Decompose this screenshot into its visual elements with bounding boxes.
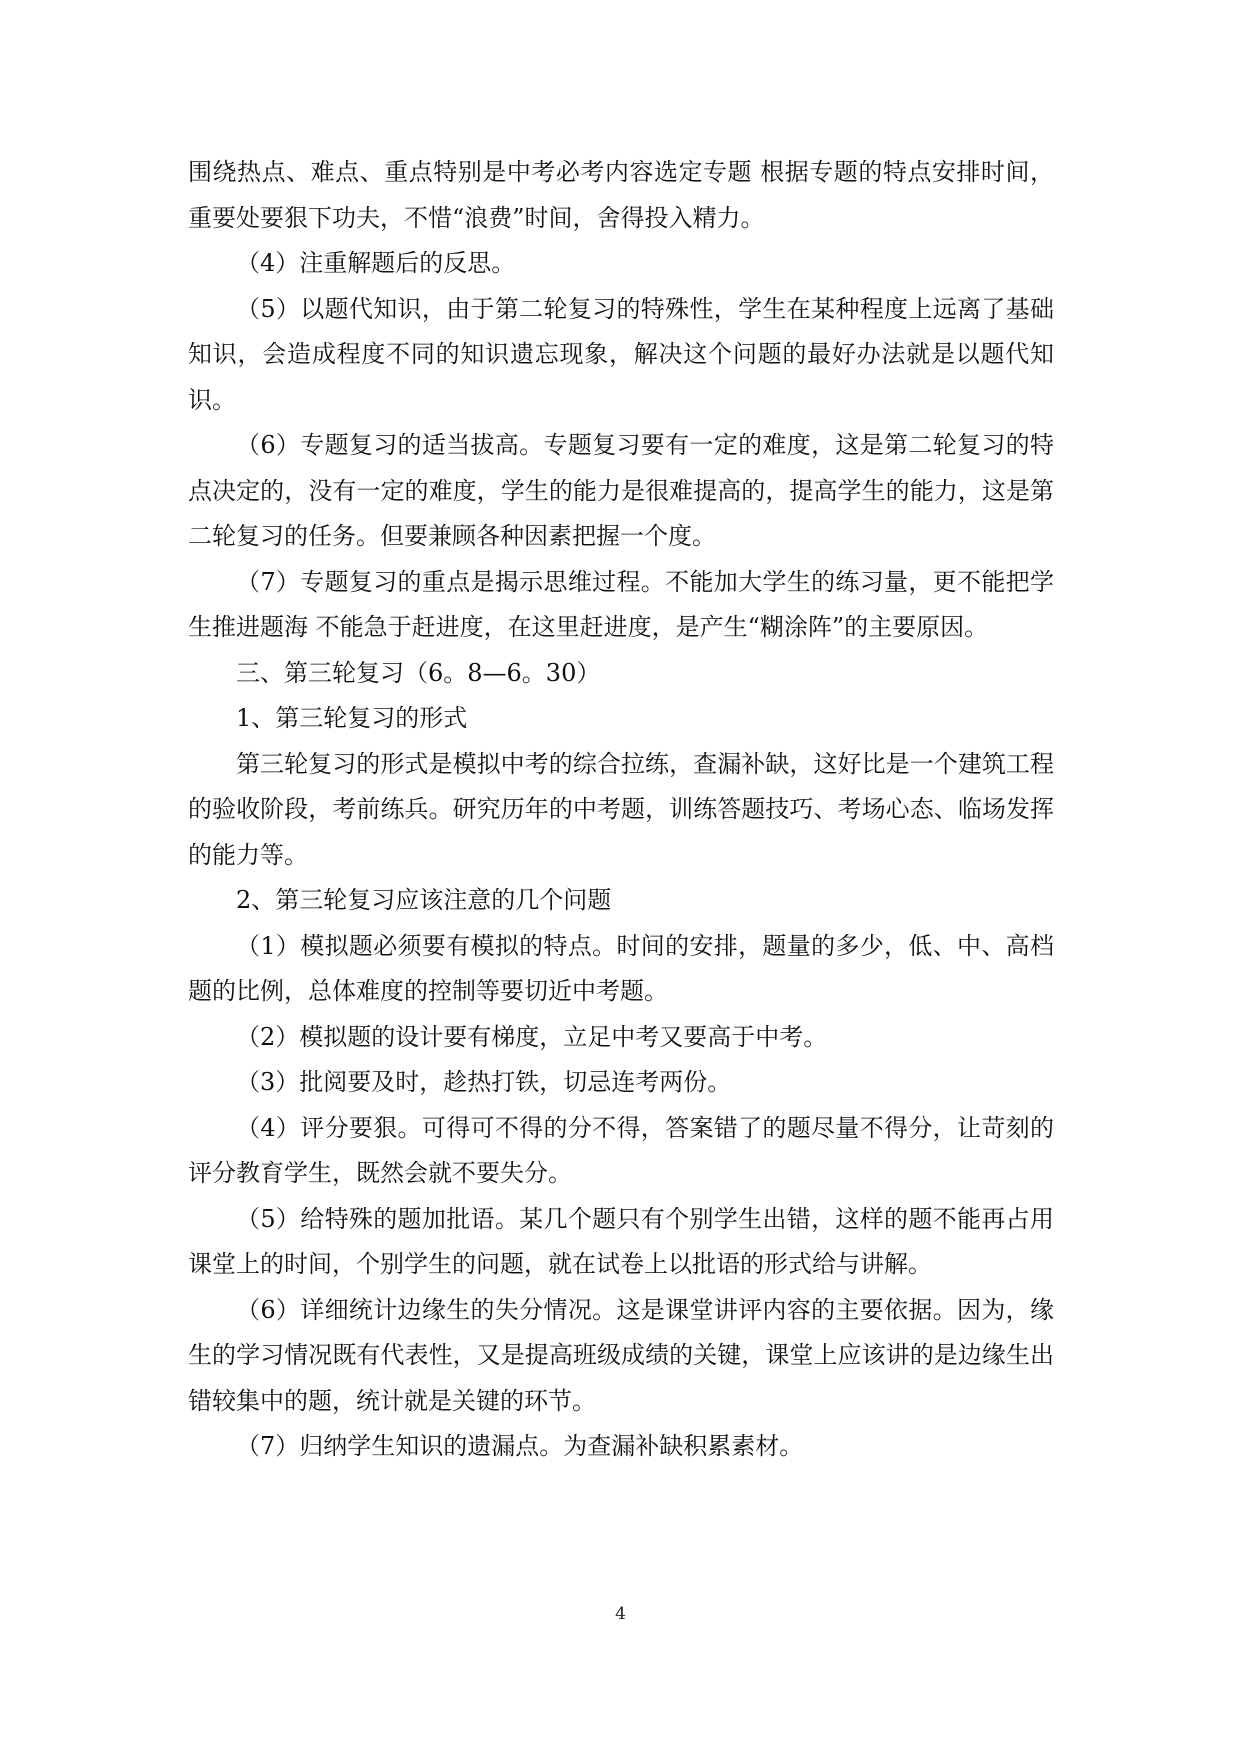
paragraph: 围绕热点、难点、重点特别是中考必考内容选定专题 根据专题的特点安排时间，重要处要狠下功夫，不惜“浪费”时间，舍得投入精力。 [188,158,1054,232]
subsection-heading: 1、第三轮复习的形式 [236,704,468,732]
paragraph: （1）模拟题必须要有模拟的特点。时间的安排，题量的多少，低、中、高档题的比例，总体难度的控制等要切近中考题。 [188,931,1054,1005]
paragraph: （2）模拟题的设计要有梯度，立足中考又要高于中考。 [236,1022,828,1051]
paragraph: （3）批阅要及时，趁热打铁，切忌连考两份。 [236,1068,732,1096]
paragraph: （4）注重解题后的反思。 [236,249,516,277]
paragraph: （5）给特殊的题加批语。某几个题只有个别学生出错，这样的题不能再占用课堂上的时间，个别学生的问题，就在试卷上以批语的形式给与讲解。 [188,1204,1054,1278]
subsection-heading: 2、第三轮复习应该注意的几个问题 [236,886,612,914]
paragraph: （6）专题复习的适当拔高。专题复习要有一定的难度，这是第二轮复习的特点决定的，没有一定的难度，学生的能力是很难提高的，提高学生的能力，这是第二轮复习的任务。但要兼顾各种因素把握一个度。 [188,431,1054,550]
paragraph: （4）评分要狠。可得可不得的分不得，答案错了的题尽量不得分，让苛刻的评分教育学生，既然会就不要失分。 [188,1113,1054,1187]
paragraph: （7）专题复习的重点是揭示思维过程。不能加大学生的练习量，更不能把学生推进题海 不能急于赶进度，在这里赶进度，是产生“糊涂阵”的主要原因。 [188,567,1054,641]
paragraph: （6）详细统计边缘生的失分情况。这是课堂讲评内容的主要依据。因为，缘生的学习情况既有代表性，又是提高班级成绩的关键，课堂上应该讲的是边缘生出错较集中的题，统计就是关键的环节。 [188,1295,1054,1415]
page-number: 4 [615,1604,626,1624]
paragraph: （5）以题代知识，由于第二轮复习的特殊性，学生在某种程度上远离了基础知识，会造成程度不同的知识遗忘现象，解决这个问题的最好办法就是以题代知识。 [188,294,1054,414]
section-heading: 三、第三轮复习（6。8—6。30） [236,658,601,687]
paragraph: （7）归纳学生知识的遗漏点。为查漏补缺积累素材。 [236,1432,804,1460]
document-body [188,150,1054,1470]
paragraph: 第三轮复习的形式是模拟中考的综合拉练，查漏补缺，这好比是一个建筑工程的验收阶段，考前练兵。研究历年的中考题，训练答题技巧、考场心态、临场发挥的能力等。 [188,749,1054,869]
